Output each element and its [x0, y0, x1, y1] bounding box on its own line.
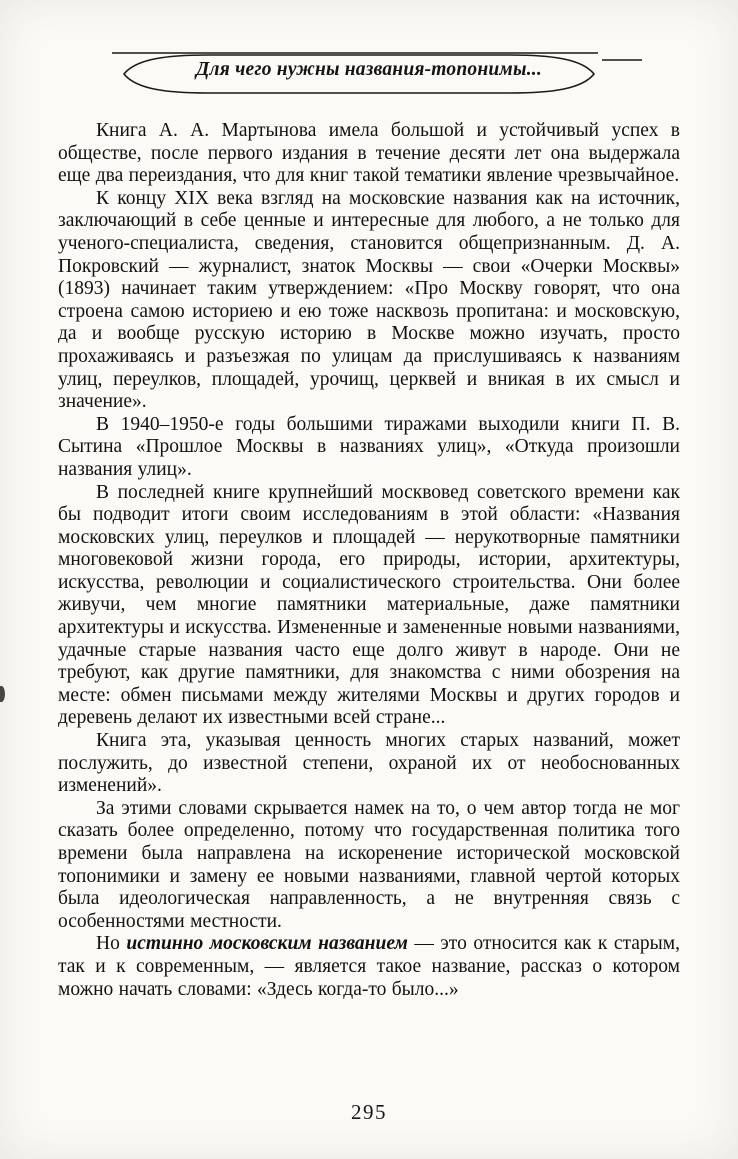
body-text: В 1940–1950-е годы большими тиражами выходили книги П. В. Сытина «Прошлое Москвы в названиях улиц», «Откуда произошли названия улиц». [58, 413, 680, 480]
body-text: За этими словами скрывается намек на то, о чем автор тогда не мог сказать более определенно, потому что государственная политика того времени была направлена на искоренение исторической московской топонимики и замену ее новыми названиями, главной чертой которых была идеологическая направленность, а не внутренняя связь с особенностями местности. [58, 797, 680, 932]
body-text: — это относится как к старым, так и к современным, — является такое название, рассказ о котором можно начать словами: «Здесь когда-то было...» [58, 933, 680, 1000]
emphasis-text: истинно московским названием [126, 933, 408, 955]
paragraph [58, 188, 680, 414]
paragraph [58, 798, 680, 934]
header-title: Для чего нужны названия-топонимы... [196, 59, 542, 80]
paragraph [58, 933, 680, 1001]
paragraph [58, 482, 680, 731]
page-number: 295 [351, 1100, 387, 1124]
paragraph [58, 730, 680, 798]
text-block [58, 120, 680, 1001]
paragraph [58, 120, 680, 188]
body-text: Книга эта, указывая ценность многих старых названий, может послужить, до известной степени, охраной их от необоснованных изменений». [58, 730, 680, 797]
body-text: Но [96, 933, 127, 955]
body-text: В последней книге крупнейший москвовед советского времени как бы подводит итоги своим исследованиям в этой области: «Названия московских улиц, переулков и площадей — нерукотворные памятники многовековой жизни города, его природы, истории, архитектуры, искусства, революции и социалистического строительства. Они более живучи, чем многие памятники материальные, даже памятники архитектуры и искусства. Измененные и замененные новыми названиями, удачные старые названия часто еще долго живут в народе. Они не требуют, как другие памятники, для знакомства с ними обозрения на месте: обмен письмами между жителями Москвы и других городов и деревень делают их известными всей стране... [58, 481, 680, 729]
scan-artifact [0, 686, 5, 702]
page-header [58, 46, 680, 98]
body-text: Книга А. А. Мартынова имела большой и устойчивый успех в обществе, после первого издания в течение десяти лет она выдержала еще два переиздания, что для книг такой тематики явление чрезвычайное. [58, 120, 680, 187]
body-text: К концу XIX века взгляд на московские названия как на источник, заключающий в себе ценные и интересные для любого, а не только для ученого-специалиста, сведения, становится общепризнанным. Д. А. Покровский — журналист, знаток Москвы — свои «Очерки Москвы» (1893) начинает таким утверждением: «Про Москву говорят, что она строена самою историею и ею тоже насквозь пропитана: и московскую, да и вообще русскую историю в Москве можно изучать, просто прохаживаясь и разъезжая по улицам да прислушиваясь к названиям улиц, переулков, площадей, урочищ, церквей и вникая в их смысл и значение». [58, 187, 680, 413]
paragraph [58, 414, 680, 482]
